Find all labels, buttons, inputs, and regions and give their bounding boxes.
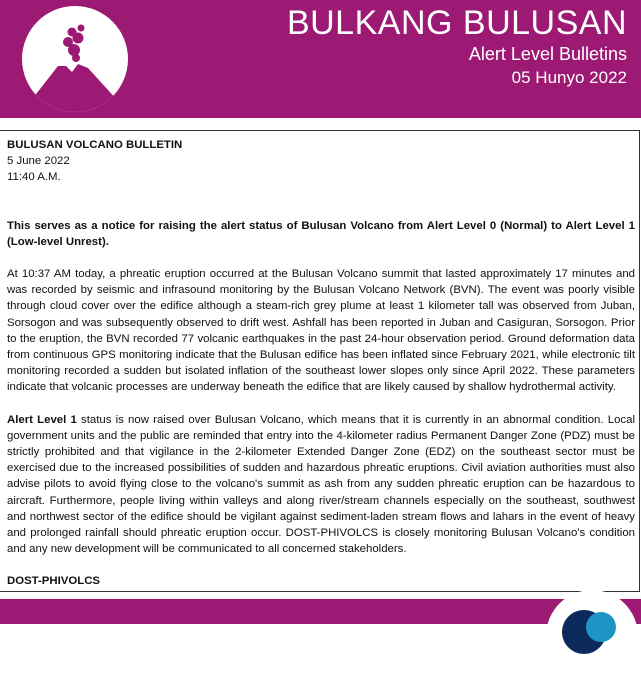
notice-paragraph: This serves as a notice for raising the alert status of Bulusan Volcano from Alert Level 0 (Normal) to Alert Level 1 (Low-level Unrest). <box>7 219 635 248</box>
alert-paragraph <box>7 412 635 558</box>
eruption-paragraph: At 10:37 AM today, a phreatic eruption occurred at the Bulusan Volcano summit that lasted approximately 17 minutes and was recorded by seismic and infrasound monitoring by the Bulusan Volcano Network (BVN). The event was poorly visible through cloud cover over the edifice although a steam-rich grey plume at least 1 kilometer tall was observed from Juban, Sorsogon and was subsequently observed to drift west. Ashfall has been reported in Juban and Casiguran, Sorsogon. Prior to the eruption, the BVN recorded 77 volcanic earthquakes in the past 24-hour observation period. Ground deformation data from continuous GPS monitoring indicate that the Bulusan edifice has been inflated since February 2021, while electronic tilt monitoring recorded a sudden but isolated inflation of the southeast lower slopes only since April 2022. These parameters indicate that volcanic processes are underway beneath the edifice that are likely caused by shallow hydrothermal activity. <box>7 268 635 394</box>
page-title: BULKANG BULUSAN <box>286 4 627 42</box>
footer-banner <box>0 599 641 624</box>
bulletin-heading: BULUSAN VOLCANO BULLETIN <box>7 139 183 151</box>
logo-mark-light <box>586 612 616 642</box>
bulletin-date: 5 June 2022 <box>7 155 70 168</box>
alert-level-label: Alert Level 1 <box>7 413 77 426</box>
alert-paragraph-text: status is now raised over Bulusan Volcano, which means that it is currently in an abnormal condition. Local government units and the public are reminded that entry into the 4-kilometer radius Permanent Danger Zone (PDZ) must be strictly prohibited and that vigilance in the 2-kilometer Extended Danger Zone (EDZ) on the southeast sector must be exercised due to the increased possibilities of sudden and hazardous phreatic eruptions. Civil aviation authorities must also advise pilots to avoid flying close to the volcano's summit as ash from any sudden phreatic eruption can be hazardous to aircraft. Furthermore, people living within valleys and along river/stream channels especially on the southeast, southwest and northwest sector of the edifice should be vigilant against sediment-laden stream flows and lahars in the event of heavy and prolonged rainfall should phreatic eruption occur. DOST-PHIVOLCS is closely monitoring Bulusan Volcano's condition and any new development will be communicated to all concerned stakeholders. <box>7 413 635 556</box>
spacer <box>7 557 635 573</box>
volcano-logo <box>22 6 128 112</box>
header-date: 05 Hunyo 2022 <box>511 68 627 87</box>
bulletin-time: 11:40 A.M. <box>7 171 61 184</box>
signature: DOST-PHIVOLCS <box>7 575 101 588</box>
bulletin-body <box>7 137 635 590</box>
volcano-icon <box>22 6 128 112</box>
spacer <box>7 186 635 202</box>
page-subtitle: Alert Level Bulletins <box>468 44 627 64</box>
spacer <box>7 202 635 218</box>
spacer <box>7 250 635 266</box>
spacer <box>7 396 635 412</box>
